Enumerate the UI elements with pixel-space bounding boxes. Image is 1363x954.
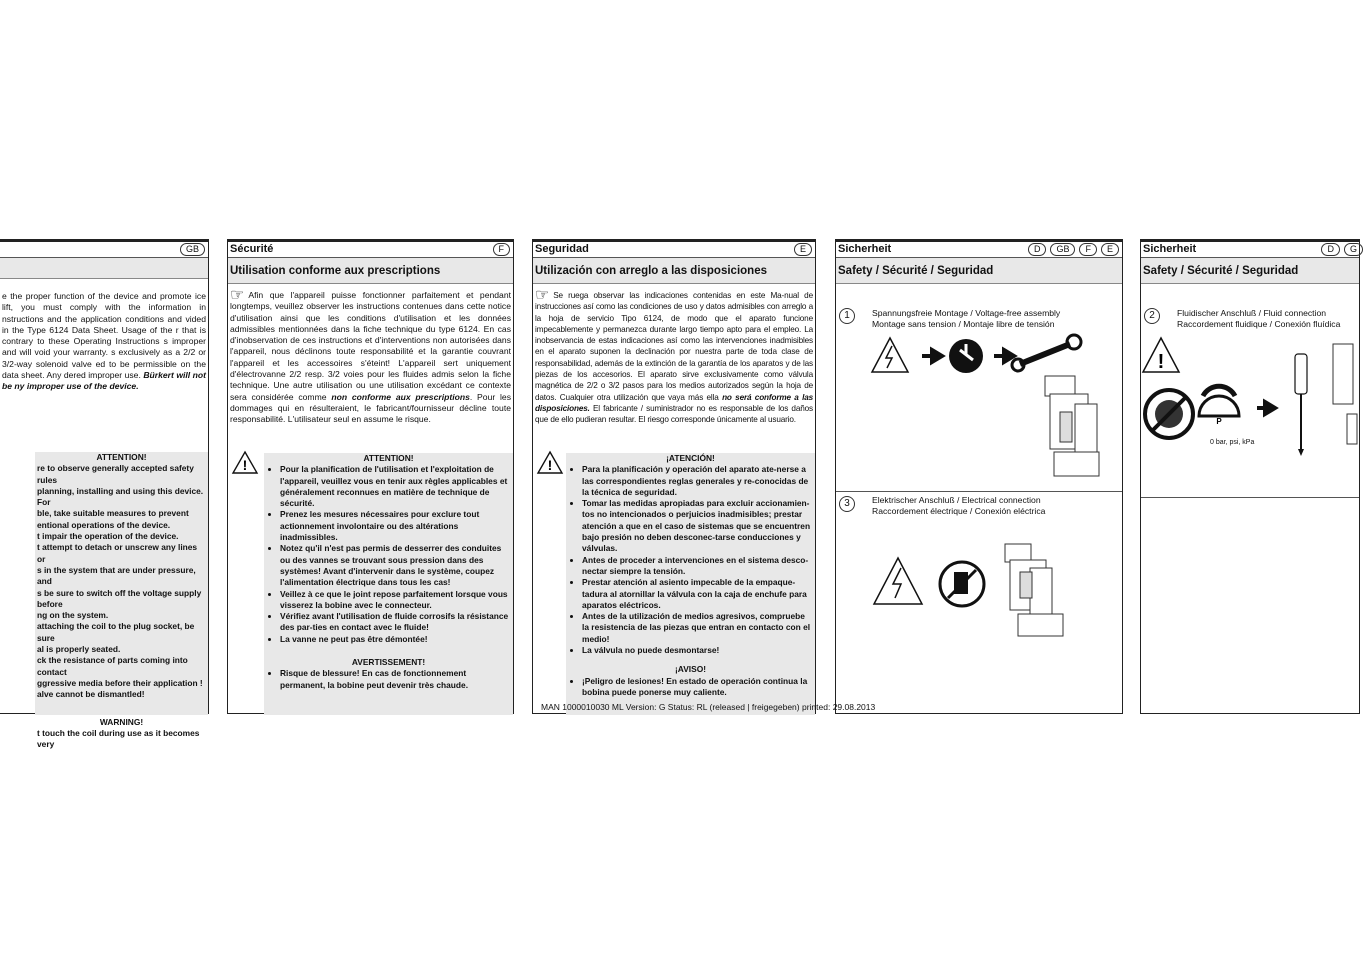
language-badge: E: [794, 243, 812, 256]
svg-text:!: !: [547, 457, 553, 473]
warning-list: [568, 676, 813, 699]
list-item: • ¡Peligro de lesiones! En estado de operación continua la bobina puede ponerse muy caliente.: [582, 676, 813, 699]
wrench-icon: [1012, 335, 1081, 371]
body-text: ☞ Afin que l'appareil puisse fonctionner parfaitement et pendant longtemps, veuillez observer les instructions contenues dans cette notice d'utilisation ainsi que les conditions d'utilisation et les données admissibles mentionnées dans la fiche technique du type 6124. En cas d'inobservation de ces instructions et d'interventions non autorisées dans l'appareil, nous déclinons toute responsabilité et la garantie couvrant l'appareil et les accessoires s'éteint! L'appareil sert uniquement d'électrovanne 2/2 resp. 3/2 voies pour les fluides admis selon la fiche technique. Une autre utilisation ou une utilisation excédant ce contexte sera considérée comme non conforme aux prescriptions. Pour les dommages qui en résulteraient, le fabricant/fournisseur décline toute responsabilité. L'utilisateur seul en assume le risque.: [230, 287, 511, 425]
solenoid-valve-icon: [1005, 544, 1063, 636]
warning-triangle-icon: [536, 450, 564, 475]
warning-triangle-icon: [231, 450, 259, 475]
warning-title: AVERTISSEMENT!: [351, 657, 426, 668]
section-subtitle: [0, 258, 208, 279]
panel-header: [533, 242, 815, 258]
step-2-caption: Fluidischer Anschluß / Fluid connection Raccordement fluidique / Conexión fluídica: [1177, 308, 1341, 329]
list-item: t impair the operation of the device.: [37, 531, 179, 542]
list-item: re to observe generally accepted safety rules: [37, 463, 194, 485]
panel-title: Sicherheit: [1143, 243, 1197, 255]
warning-text: t touch the coil during use as it becomes very: [37, 727, 200, 750]
language-badge-d: D: [1321, 243, 1340, 256]
screwdriver-icon: [1295, 354, 1307, 456]
list-item: planning, installing and using this device. For: [37, 485, 204, 508]
list-item: al is properly seated.: [37, 644, 121, 655]
list-item: • Pour la planification de l'utilisation et l'exploitation de l'appareil, veuillez vous en tenir aux règles applicables et généralement reconnues en matière de technique de sécurité.: [280, 464, 511, 509]
list-item: • Antes de proceder a intervenciones en el sistema desco-nectar siempre la tensión.: [582, 555, 813, 578]
language-badge-gb: GB: [1050, 243, 1075, 256]
panel-f: [227, 239, 514, 714]
list-item: • Prenez les mesures nécessaires pour exclure tout actionnement involontaire ou des altérations inadmissibles.: [280, 509, 511, 543]
language-badge: GB: [180, 243, 205, 256]
attention-box: [566, 453, 815, 715]
no-pressure-icon: [1145, 390, 1193, 438]
panel-title: Seguridad: [535, 243, 589, 255]
list-item: • Para la planificación y operación del aparato ate-nerse a las correspondientes reglas generales y re-conocidas de la técnica de seguridad.: [582, 464, 813, 498]
panel-title: Sécurité: [230, 243, 274, 255]
list-item: ck the resistance of parts coming into contact: [37, 655, 188, 677]
pointing-hand-icon: ☞: [230, 287, 245, 304]
panel-e: [532, 239, 816, 714]
step-1-illustration: [870, 334, 1115, 484]
arrow-right-icon: [1257, 402, 1275, 414]
panel-title: Sicherheit: [838, 243, 892, 255]
solenoid-valve-icon: [1333, 344, 1357, 444]
list-item: ggressive media before their application !: [37, 677, 203, 688]
list-item: • Vérifiez avant l'utilisation de fluide corrosifs la résistance des par-ties en contact avec le fluide!: [280, 611, 511, 634]
list-item: • La vanne ne peut pas être démontée!: [280, 634, 511, 645]
divider: [1141, 497, 1359, 498]
pointing-hand-icon: ☞: [535, 287, 550, 304]
list-item: • La válvula no puede desmontarse!: [582, 645, 813, 656]
list-item: • Risque de blessure! En cas de fonctionnement permanent, la bobine peut devenir très chaude.: [280, 668, 511, 691]
list-item: • Antes de la utilización de medios agresivos, compruebe la resistencia de las piezas que entran en contacto con el medio!: [582, 611, 813, 645]
step-number-1: 1: [839, 308, 855, 324]
warning-triangle-icon: [1143, 338, 1179, 373]
svg-text:P: P: [1216, 417, 1222, 426]
list-item: alve cannot be dismantled!: [37, 689, 145, 700]
svg-text:!: !: [242, 457, 248, 473]
panel-header: [1141, 242, 1359, 258]
list-item: s be sure to switch off the voltage supply before: [37, 587, 202, 609]
section-subtitle: Utilización con arreglo a las disposiciones: [533, 258, 815, 284]
language-badge-e: E: [1101, 243, 1119, 256]
step-number-3: 3: [839, 496, 855, 512]
section-subtitle: Safety / Sécurité / Seguridad: [836, 258, 1122, 284]
no-plug-icon: [940, 562, 984, 606]
list-item: • Notez qu'il n'est pas permis de desserrer des conduites ou des vannes se trouvant sous pression dans des systèmes! Avant d'intervenir dans le système, coupez l'alimentation électrique dans tous les cas!: [280, 543, 511, 588]
section-subtitle: Utilisation conforme aux prescriptions: [228, 258, 513, 284]
list-item: ble, take suitable measures to prevent: [37, 508, 189, 519]
language-badge-f: F: [1079, 243, 1097, 256]
attention-title: ATTENTION!: [363, 453, 414, 463]
attention-title: ¡ATENCIÓN!: [666, 453, 715, 463]
list-item: entional operations of the device.: [37, 519, 171, 530]
panel-header: [0, 242, 208, 258]
high-voltage-icon: [874, 558, 922, 604]
list-item: • Prestar atención al asiento impecable de la empaque-tadura al atornillar la válvula con la caja de enchufe para aparatos eléctricos.: [582, 577, 813, 611]
high-voltage-icon: [872, 338, 908, 372]
warning-title: WARNING!: [99, 716, 144, 727]
panel-sicherheit-2: [1140, 239, 1360, 714]
power-off-icon: [949, 339, 983, 373]
step-1-caption: Spannungsfreie Montage / Voltage-free assembly Montage sans tension / Montaje libre de tensión: [872, 308, 1061, 329]
attention-list: [266, 464, 511, 645]
body-text: ☞ Se ruega observar las indicaciones contenidas en este Ma-nual de instrucciones así como las condiciones de uso y datos admisibles con arreglo a la hoja de servicio Tipo 6124, de modo que el aparato funcione impecablemente y permanezca durante largo tiempo apto para el empleo. La inobservancia de estas indicaciones así como las intervenciones inadmisibles en el aparato suponen la declinación por nuestra parte de toda clase de responsabilidad, además de la extinción de la garantía de los aparatos y de las piezas de los accesorios. El aparato sirve exclusivamente como válvula magnética de 2/2 o 3/2 pasos para los medios autorizados según la hoja de datos. Cualquier otra utilización que vaya más ella no será conforme a las disposiciones. El fabricante / suministrador no es responsable de los daños que de ello pudieran resultar. El riesgo corresponde únicamente al usuario.: [535, 287, 814, 425]
document-footer: MAN 1000010030 ML Version: G Status: RL (released | freigegeben) printed: 29.08.2013: [541, 702, 876, 712]
list-item: s in the system that are under pressure, and: [37, 564, 196, 587]
list-item: attaching the coil to the plug socket, be sure: [37, 621, 195, 643]
arrow-right-icon: [994, 350, 1014, 362]
solenoid-valve-icon: [1045, 376, 1099, 476]
step-number-2: 2: [1144, 308, 1160, 324]
attention-box: [264, 453, 513, 715]
list-item: ng on the system.: [37, 610, 109, 621]
language-badge-g: G: [1344, 243, 1363, 256]
list-item: • Tomar las medidas apropiadas para excluir accionamien-tos no intencionados o perjuicios inadmisibles; prestar atención a que en el caso de sistemas que se encuentren bajo presión no deben desconec-tarse conducciones y válvulas.: [582, 498, 813, 554]
panel-header: [228, 242, 513, 258]
warning-list: [266, 668, 511, 691]
language-badge: F: [493, 243, 511, 256]
panel-gb: [0, 239, 209, 750]
panel-sicherheit-1: [835, 239, 1123, 714]
divider: [836, 491, 1122, 492]
step-3-illustration: [870, 538, 1110, 653]
list-item: • Veillez à ce que le joint repose parfaitement lorsque vous visserez la bobine avec le connecteur.: [280, 589, 511, 612]
attention-title: ATTENTION!: [96, 452, 147, 462]
section-subtitle: Safety / Sécurité / Seguridad: [1141, 258, 1359, 284]
body-text: e the proper function of the device and promote ice lift, you must comply with the information in nstructions and the application conditions and vided in the Type 6124 Data Sheet. Usage of the r that is contrary to these Operating Instructions s improper and will void your warranty. s exclusively as a 2/2 or 3/2-way solenoid valve ed to be permissible on the data sheet. Any dered improper use. Bürkert will not be ny improper use of the device.: [2, 291, 206, 392]
panel-header: [836, 242, 1122, 258]
arrow-right-icon: [922, 350, 942, 362]
language-badge-d: D: [1028, 243, 1047, 256]
pressure-gauge-icon: [1199, 386, 1239, 426]
attention-list: [568, 464, 813, 656]
svg-text:!: !: [1157, 351, 1165, 373]
warning-title: ¡AVISO!: [674, 664, 707, 675]
gauge-unit-label: 0 bar, psi, kPa: [1210, 439, 1255, 446]
attention-box: [35, 452, 208, 750]
step-3-caption: Elektrischer Anschluß / Electrical connection Raccordement électrique / Conexión eléctrica: [872, 495, 1046, 516]
attention-list: [37, 463, 206, 700]
list-item: t attempt to detach or unscrew any lines or: [37, 542, 198, 564]
